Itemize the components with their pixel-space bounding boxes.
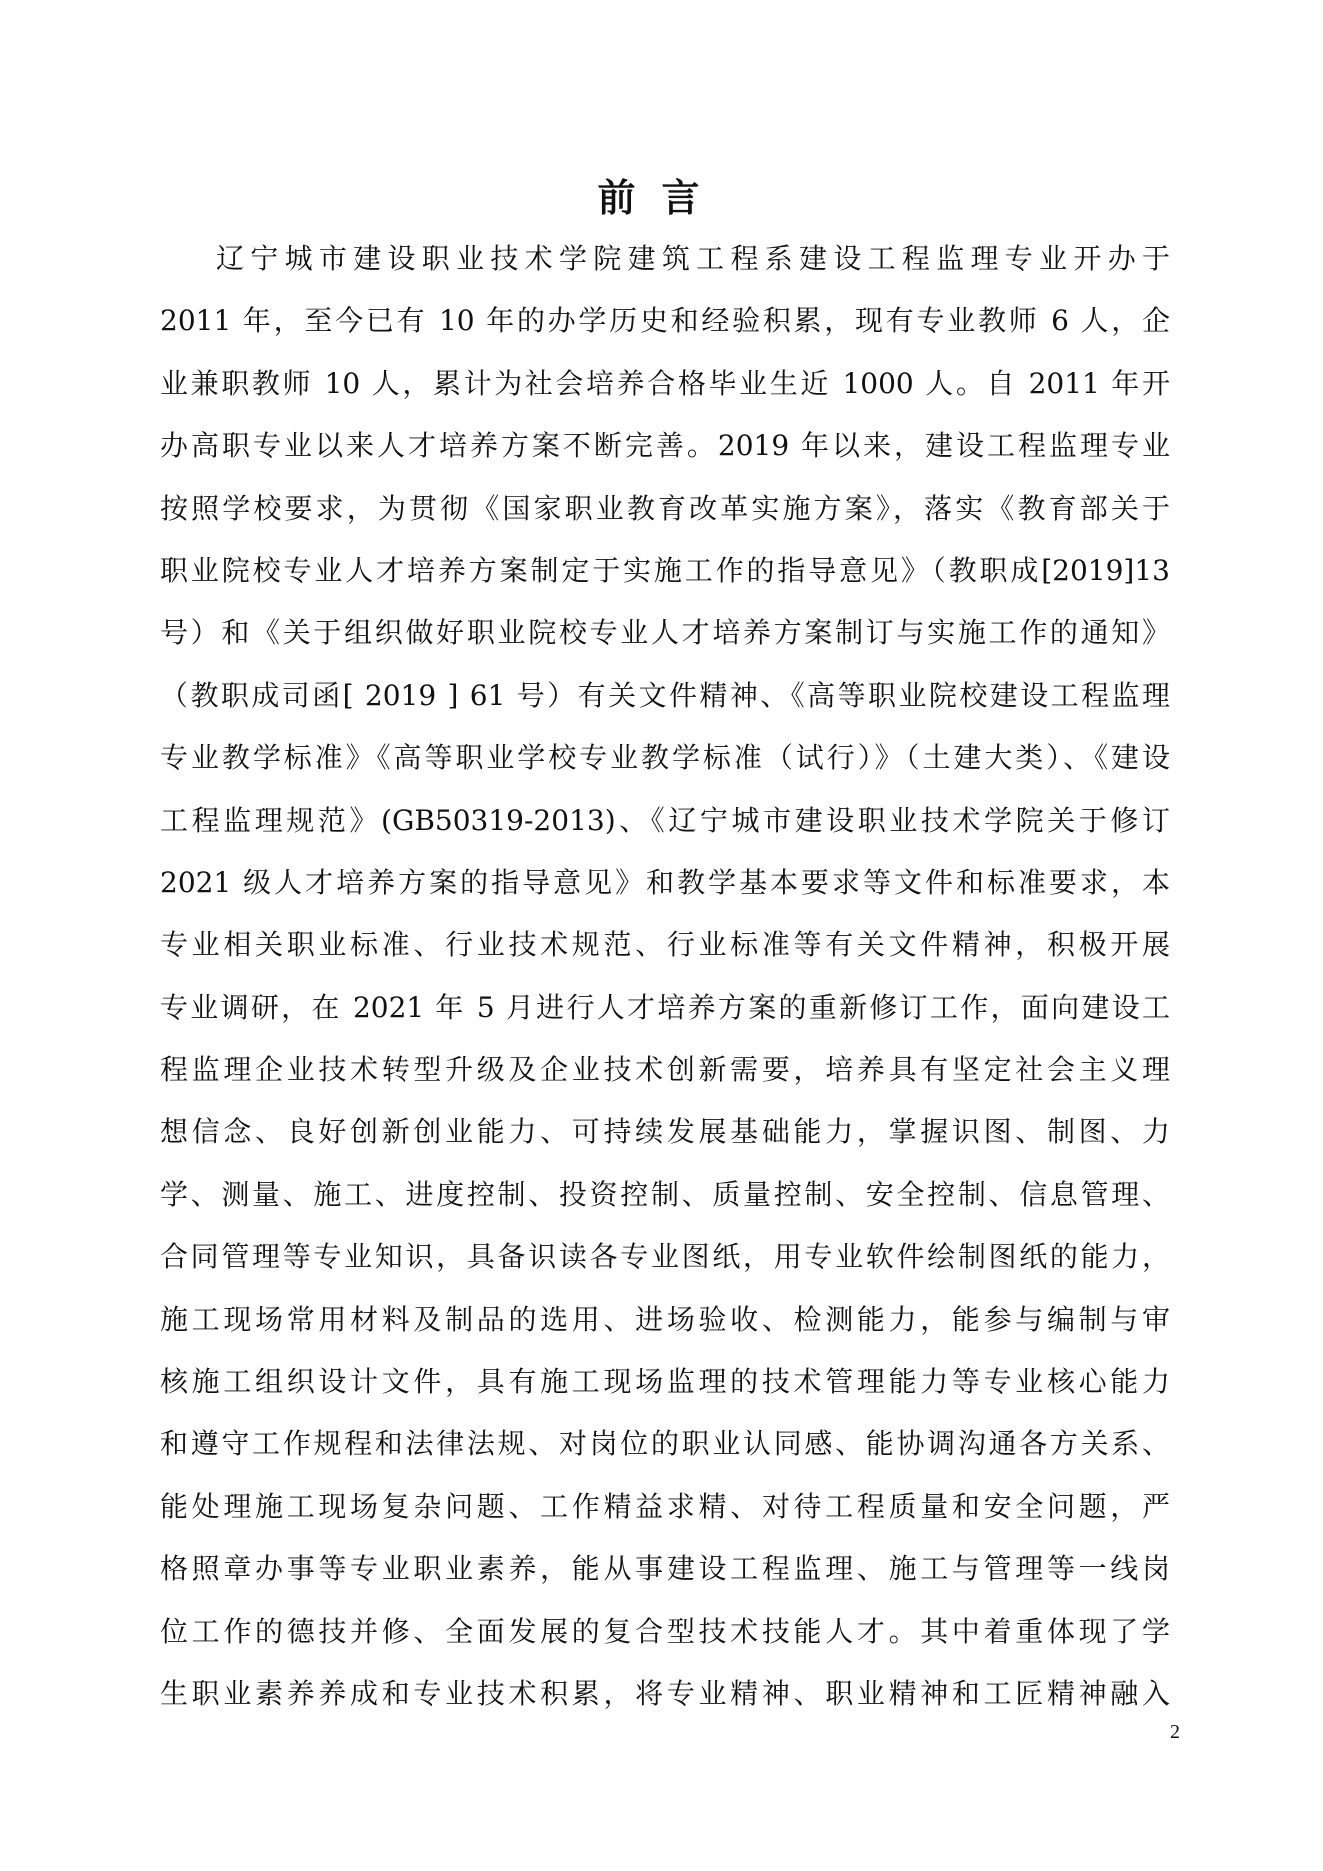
page-number: 2 xyxy=(1170,1721,1180,1743)
text-line: 工程监理规范》(GB50319-2013)、《辽宁城市建设职业技术学院关于修订 xyxy=(160,803,1170,837)
text-line: 办高职专业以来人才培养方案不断完善。2019 年以来，建设工程监理专业 xyxy=(160,429,1170,463)
text-line: 和遵守工作规程和法律法规、对岗位的职业认同感、能协调沟通各方关系、 xyxy=(160,1427,1170,1461)
text-line: 2021 级人才培养方案的指导意见》和教学基本要求等文件和标准要求，本 xyxy=(160,865,1170,899)
text-line: 专业调研，在 2021 年 5 月进行人才培养方案的重新修订工作，面向建设工 xyxy=(160,990,1170,1024)
page-title: 前言 xyxy=(597,176,726,220)
text-line: 2011 年，至今已有 10 年的办学历史和经验积累，现有专业教师 6 人，企 xyxy=(160,304,1170,338)
text-line: 辽宁城市建设职业技术学院建筑工程系建设工程监理专业开办于 xyxy=(216,242,1170,275)
text-line: 程监理企业技术转型升级及企业技术创新需要，培养具有坚定社会主义理 xyxy=(160,1053,1170,1087)
text-line: 职业院校专业人才培养方案制定于实施工作的指导意见》（教职成[2019]13 xyxy=(160,553,1170,587)
text-line: 号）和《关于组织做好职业院校专业人才培养方案制订与实施工作的通知》 xyxy=(160,616,1170,650)
text-line: 格照章办事等专业职业素养，能从事建设工程监理、施工与管理等一线岗 xyxy=(160,1552,1170,1586)
preface-paragraph xyxy=(160,228,1170,1725)
text-line: 施工现场常用材料及制品的选用、进场验收、检测能力，能参与编制与审 xyxy=(160,1302,1170,1336)
text-line: 核施工组织设计文件，具有施工现场监理的技术管理能力等专业核心能力 xyxy=(160,1365,1170,1399)
text-line: 能处理施工现场复杂问题、工作精益求精、对待工程质量和安全问题，严 xyxy=(160,1489,1170,1523)
text-line: 想信念、良好创新创业能力、可持续发展基础能力，掌握识图、制图、力 xyxy=(160,1115,1170,1149)
text-line: 业兼职教师 10 人，累计为社会培养合格毕业生近 1000 人。自 2011 年开 xyxy=(160,366,1170,400)
text-line: 生职业素养养成和专业技术积累，将专业精神、职业精神和工匠精神融入 xyxy=(160,1676,1170,1710)
text-line: （教职成司函[ 2019 ] 61 号）有关文件精神、《高等职业院校建设工程监理 xyxy=(160,678,1170,712)
text-line: 学、测量、施工、进度控制、投资控制、质量控制、安全控制、信息管理、 xyxy=(160,1177,1170,1211)
text-line: 合同管理等专业知识，具备识读各专业图纸，用专业软件绘制图纸的能力， xyxy=(160,1240,1170,1274)
text-line: 位工作的德技并修、全面发展的复合型技术技能人才。其中着重体现了学 xyxy=(160,1614,1170,1648)
text-line: 按照学校要求，为贯彻《国家职业教育改革实施方案》，落实《教育部关于 xyxy=(160,491,1170,525)
text-line: 专业教学标准》《高等职业学校专业教学标准（试行）》（土建大类）、《建设 xyxy=(160,741,1170,775)
text-line: 专业相关职业标准、行业技术规范、行业标准等有关文件精神，积极开展 xyxy=(160,928,1170,962)
